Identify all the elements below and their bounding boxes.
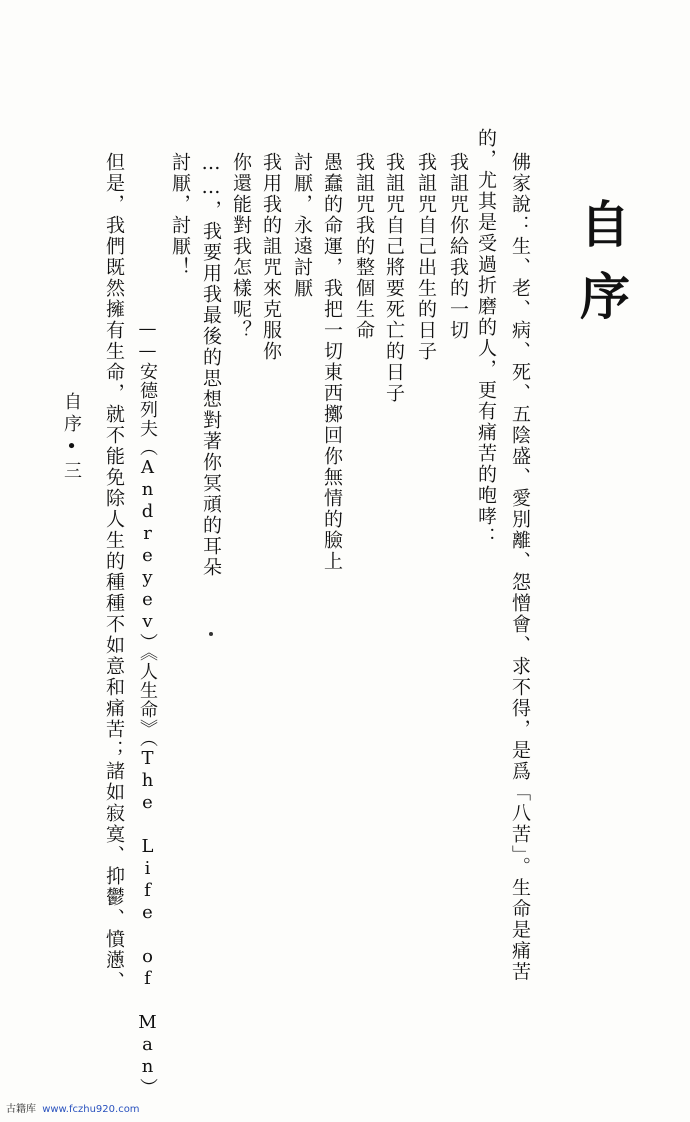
speck-mark xyxy=(209,632,213,636)
page-number: 自序•三 xyxy=(61,392,82,483)
footer-site-link[interactable]: www.fczhu920.com xyxy=(42,1104,140,1115)
poem-line-1: 我詛咒你給我的一切 xyxy=(447,152,469,341)
text-column-2: 的，尤其是受過折磨的人，更有痛苦的咆哮： xyxy=(475,128,497,548)
text-column-1: 佛家說：生、老、病、死、五陰盛、愛別離、怨憎會、求不得，是爲「八苦」。生命是痛苦 xyxy=(509,152,531,983)
footer-watermark xyxy=(6,1100,140,1115)
poem-line-4: 我詛咒我的整個生命 xyxy=(353,152,375,341)
attribution-line: ——安德列夫（Andreyev）《人生命》（The Life of Man） xyxy=(137,318,158,1097)
page-title: 自序 xyxy=(572,198,630,342)
footer-brand: 古籍库 xyxy=(6,1104,36,1115)
poem-line-8: 你還能對我怎樣呢？ xyxy=(230,152,252,341)
poem-line-9: ……，我要用我最後的思想對著你冥頑的耳朵 xyxy=(200,152,222,578)
poem-line-5: 愚蠢的命運，我把一切東西擲回你無情的臉上 xyxy=(321,152,343,572)
text-column-final: 但是，我們既然擁有生命，就不能免除人生的種種不如意和痛苦；諸如寂寞、抑鬱、憤懣、 xyxy=(103,152,125,992)
poem-line-6: 討厭，永遠討厭 xyxy=(291,152,313,299)
poem-line-2: 我詛咒自己出生的日子 xyxy=(415,152,437,362)
poem-line-10: 討厭，討厭！ xyxy=(169,152,191,278)
poem-line-3: 我詛咒自己將要死亡的日子 xyxy=(383,152,405,404)
poem-line-7: 我用我的詛咒來克服你 xyxy=(260,152,282,362)
